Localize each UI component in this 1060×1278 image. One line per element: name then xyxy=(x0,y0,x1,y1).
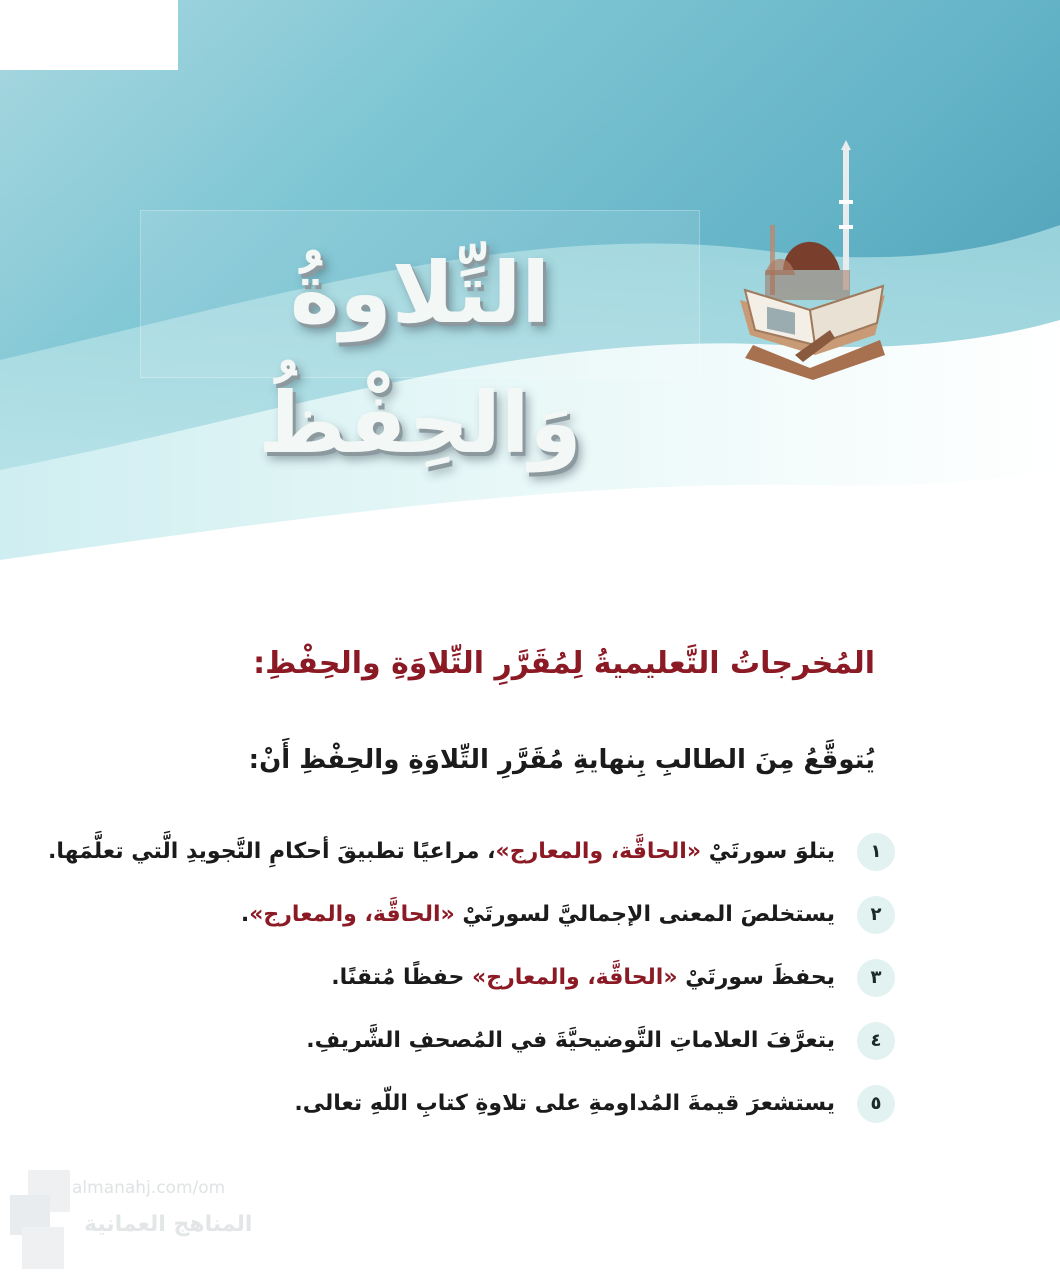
quran-mosque-icon xyxy=(735,140,895,380)
outcomes-heading: المُخرجاتُ التَّعليميةُ لِمُقَرَّرِ التِّلاوَةِ والحِفْظِ: xyxy=(253,646,875,681)
outcome-text: يتعرَّفَ العلاماتِ التَّوضيحيَّةَ في المُصحفِ الشَّريفِ. xyxy=(306,1028,835,1053)
item-number-badge: ٤ xyxy=(857,1022,895,1060)
outcome-item-4 xyxy=(95,1009,895,1072)
item-number-badge: ٥ xyxy=(857,1085,895,1123)
outcome-item-2 xyxy=(95,883,895,946)
item-number-badge: ٣ xyxy=(857,959,895,997)
watermark-url: almanahj.com/om xyxy=(72,1178,226,1198)
outcome-item-5 xyxy=(95,1072,895,1135)
surah-highlight: «الحاقَّة، والمعارج» xyxy=(472,965,678,990)
outcome-text: يستشعرَ قيمةَ المُداومةِ على تلاوةِ كتابِ اللّهِ تعالى. xyxy=(294,1091,835,1116)
outcome-text: يتلوَ سورتَيْ «الحاقَّة، والمعارج»، مراعيًا تطبيقَ أحكامِ التَّجويدِ الَّتي تعلَّمَها. xyxy=(48,839,835,864)
outcomes-list xyxy=(48,820,895,1135)
item-number-badge: ١ xyxy=(857,833,895,871)
outcome-text: يستخلصَ المعنى الإجماليَّ لسورتَيْ «الحاقَّة، والمعارج». xyxy=(240,902,835,927)
outcome-item-3 xyxy=(95,946,895,1009)
surah-highlight: «الحاقَّة، والمعارج» xyxy=(249,902,455,927)
corner-white-patch xyxy=(0,0,178,70)
outcome-item-1 xyxy=(48,820,895,883)
outcome-text: يحفظَ سورتَيْ «الحاقَّة، والمعارج» حفظًا مُتقنًا. xyxy=(331,965,835,990)
outcomes-intro: يُتوقَّعُ مِنَ الطالبِ بِنهايةِ مُقَرَّرِ التِّلاوَةِ والحِفْظِ أَنْ: xyxy=(248,745,875,775)
surah-highlight: «الحاقَّة، والمعارج» xyxy=(495,839,702,864)
item-number-badge: ٢ xyxy=(857,896,895,934)
page-title: التِّلاوةُ وَالحِفْظُ xyxy=(258,244,582,472)
watermark-name: المناهج العمانية xyxy=(84,1212,253,1237)
